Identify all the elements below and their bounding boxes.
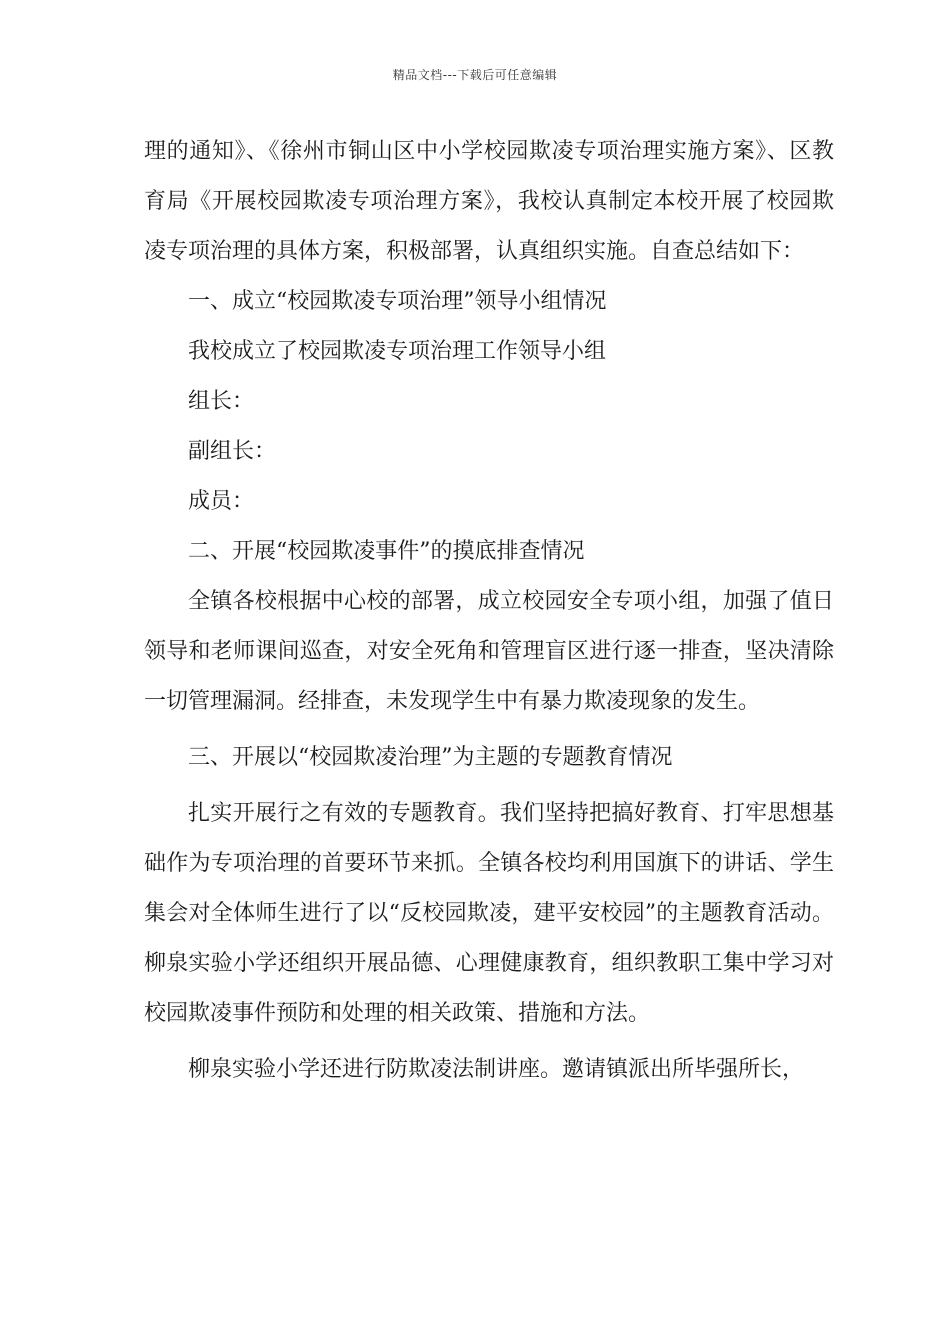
section-heading-2: 二、开展“校园欺凌事件”的摸底排查情况 [188, 539, 585, 564]
paragraph-members: 成员： [188, 489, 255, 514]
section-heading-1: 一、成立“校园欺凌专项治理”领导小组情况 [188, 289, 607, 314]
paragraph-lecture: 柳泉实验小学还进行防欺凌法制讲座。邀请镇派出所毕强所长， [188, 1057, 805, 1082]
paragraph-intro: 理的通知》、《徐州市铜山区中小学校园欺凌专项治理实施方案》、区教育局《开展校园欺凌专项治理方案》，我校认真制定本校开展了校园欺凌专项治理的具体方案，积极部署，认真组织实施。自查总结如下： [144, 139, 834, 264]
page-header: 精品文档---下载后可任意编辑 [392, 68, 558, 82]
section-heading-3: 三、开展以“校园欺凌治理”为主题的专题教育情况 [188, 745, 673, 770]
document-body [144, 127, 834, 1095]
paragraph-group-leader: 组长： [188, 389, 255, 414]
paragraph-education: 扎实开展行之有效的专题教育。我们坚持把搞好教育、打牢思想基础作为专项治理的首要环节来抓。全镇各校均利用国旗下的讲话、学生集会对全体师生进行了以“反校园欺凌，建平安校园”的主题教育活动。柳泉实验小学还组织开展品德、心理健康教育，组织教职工集中学习对校园欺凌事件预防和处理的相关政策、措施和方法。 [144, 801, 834, 1026]
paragraph-investigation: 全镇各校根据中心校的部署，成立校园安全专项小组，加强了值日领导和老师课间巡查，对安全死角和管理盲区进行逐一排查，坚决清除一切管理漏洞。经排查，未发现学生中有暴力欺凌现象的发生。 [144, 589, 834, 714]
paragraph-leadership-group: 我校成立了校园欺凌专项治理工作领导小组 [188, 339, 607, 364]
paragraph-deputy-leader: 副组长： [188, 439, 277, 464]
